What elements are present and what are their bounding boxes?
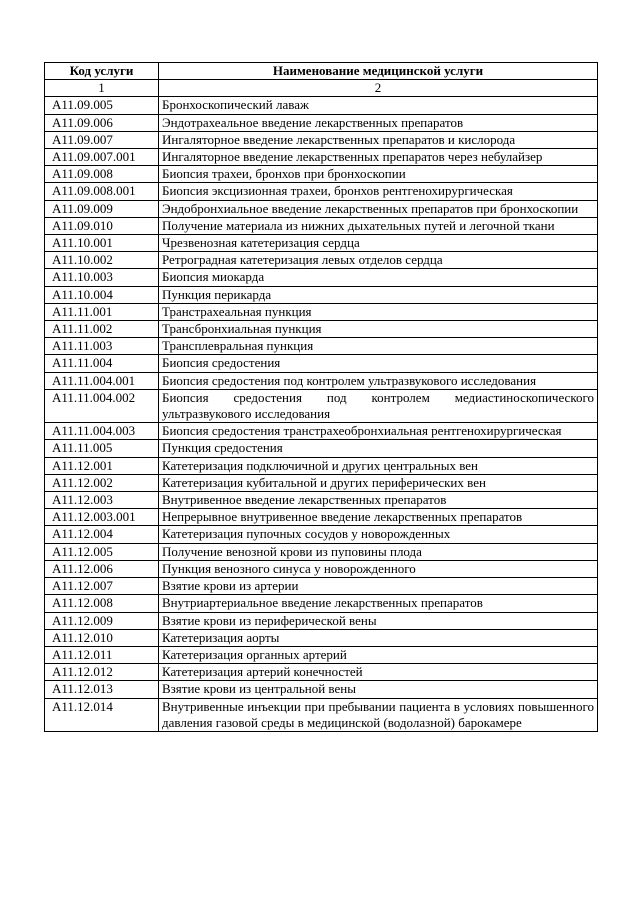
table-row <box>45 235 598 252</box>
service-code: A11.09.007.001 <box>45 149 159 166</box>
service-code: A11.09.008.001 <box>45 183 159 200</box>
table-row <box>45 321 598 338</box>
table-row <box>45 629 598 646</box>
service-code: A11.11.004.002 <box>45 389 159 422</box>
table-row <box>45 114 598 131</box>
table-row <box>45 252 598 269</box>
service-code: A11.12.003.001 <box>45 509 159 526</box>
service-name: Ингаляторное введение лекарственных препаратов через небулайзер <box>159 149 598 166</box>
service-code: A11.09.010 <box>45 217 159 234</box>
service-name: Катетеризация пупочных сосудов у новорожденных <box>159 526 598 543</box>
table-row <box>45 303 598 320</box>
service-name: Внутривенные инъекции при пребывании пациента в условиях повышенного давления газовой среды в медицинской (водолазной) барокамере <box>159 698 598 731</box>
table-row <box>45 595 598 612</box>
service-name: Получение материала из нижних дыхательных путей и легочной ткани <box>159 217 598 234</box>
service-code: A11.11.004 <box>45 355 159 372</box>
table-row <box>45 492 598 509</box>
service-code: A11.12.008 <box>45 595 159 612</box>
table-row <box>45 612 598 629</box>
column-number-row <box>45 80 598 97</box>
service-name: Транстрахеальная пункция <box>159 303 598 320</box>
table-row <box>45 543 598 560</box>
service-code: A11.10.001 <box>45 235 159 252</box>
service-name: Взятие крови из центральной вены <box>159 681 598 698</box>
table-row <box>45 681 598 698</box>
service-code: A11.12.009 <box>45 612 159 629</box>
service-code: A11.09.005 <box>45 97 159 114</box>
service-name: Внутривенное введение лекарственных препаратов <box>159 492 598 509</box>
service-code: A11.12.010 <box>45 629 159 646</box>
service-name: Взятие крови из периферической вены <box>159 612 598 629</box>
service-code: A11.09.006 <box>45 114 159 131</box>
service-code: A11.09.008 <box>45 166 159 183</box>
table-row <box>45 286 598 303</box>
service-name: Получение венозной крови из пуповины плода <box>159 543 598 560</box>
header-name: Наименование медицинской услуги <box>159 63 598 80</box>
service-code: A11.09.007 <box>45 131 159 148</box>
service-name: Биопсия средостения <box>159 355 598 372</box>
service-name: Взятие крови из артерии <box>159 578 598 595</box>
services-table <box>44 62 598 732</box>
service-code: A11.12.014 <box>45 698 159 731</box>
table-row <box>45 646 598 663</box>
table-row <box>45 457 598 474</box>
header-code: Код услуги <box>45 63 159 80</box>
service-code: A11.12.012 <box>45 664 159 681</box>
service-code: A11.10.002 <box>45 252 159 269</box>
service-name: Трансбронхиальная пункция <box>159 321 598 338</box>
service-name: Бронхоскопический лаваж <box>159 97 598 114</box>
table-row <box>45 423 598 440</box>
table-row <box>45 526 598 543</box>
service-code: A11.11.005 <box>45 440 159 457</box>
table-row <box>45 560 598 577</box>
column-number-1: 1 <box>45 80 159 97</box>
service-name: Биопсия эксцизионная трахеи, бронхов рентгенохирургическая <box>159 183 598 200</box>
column-number-2: 2 <box>159 80 598 97</box>
table-body <box>45 97 598 732</box>
table-row <box>45 200 598 217</box>
service-name: Эндотрахеальное введение лекарственных препаратов <box>159 114 598 131</box>
table-row <box>45 355 598 372</box>
service-name: Непрерывное внутривенное введение лекарственных препаратов <box>159 509 598 526</box>
service-code: A11.10.003 <box>45 269 159 286</box>
header-row <box>45 63 598 80</box>
service-code: A11.11.003 <box>45 338 159 355</box>
service-name: Ретроградная катетеризация левых отделов сердца <box>159 252 598 269</box>
service-code: A11.11.004.001 <box>45 372 159 389</box>
table-row <box>45 578 598 595</box>
service-code: A11.12.006 <box>45 560 159 577</box>
service-code: A11.12.002 <box>45 474 159 491</box>
table-row <box>45 372 598 389</box>
service-name: Пункция перикарда <box>159 286 598 303</box>
service-name: Биопсия средостения под контролем ультразвукового исследования <box>159 372 598 389</box>
table-row <box>45 149 598 166</box>
table-row <box>45 97 598 114</box>
service-name: Внутриартериальное введение лекарственных препаратов <box>159 595 598 612</box>
service-code: A11.12.011 <box>45 646 159 663</box>
service-code: A11.12.013 <box>45 681 159 698</box>
service-name: Катетеризация аорты <box>159 629 598 646</box>
service-name: Катетеризация органных артерий <box>159 646 598 663</box>
table-row <box>45 440 598 457</box>
service-name: Биопсия средостения под контролем медиастиноскопического ультразвукового исследования <box>159 389 598 422</box>
service-code: A11.12.003 <box>45 492 159 509</box>
table-row <box>45 474 598 491</box>
service-code: A11.11.001 <box>45 303 159 320</box>
table-row <box>45 698 598 731</box>
service-name: Катетеризация кубитальной и других периферических вен <box>159 474 598 491</box>
service-code: A11.09.009 <box>45 200 159 217</box>
table-row <box>45 269 598 286</box>
table-row <box>45 166 598 183</box>
service-name: Пункция венозного синуса у новорожденного <box>159 560 598 577</box>
service-code: A11.12.007 <box>45 578 159 595</box>
service-code: A11.10.004 <box>45 286 159 303</box>
service-name: Пункция средостения <box>159 440 598 457</box>
service-name: Ингаляторное введение лекарственных препаратов и кислорода <box>159 131 598 148</box>
service-code: A11.12.004 <box>45 526 159 543</box>
service-code: A11.11.004.003 <box>45 423 159 440</box>
service-name: Эндобронхиальное введение лекарственных препаратов при бронхоскопии <box>159 200 598 217</box>
service-name: Биопсия средостения транстрахеобронхиальная рентгенохирургическая <box>159 423 598 440</box>
service-name: Катетеризация артерий конечностей <box>159 664 598 681</box>
table-row <box>45 338 598 355</box>
table-row <box>45 389 598 422</box>
service-code: A11.12.005 <box>45 543 159 560</box>
service-name: Биопсия трахеи, бронхов при бронхоскопии <box>159 166 598 183</box>
table-row <box>45 217 598 234</box>
service-name: Катетеризация подключичной и других центральных вен <box>159 457 598 474</box>
table-row <box>45 131 598 148</box>
service-code: A11.12.001 <box>45 457 159 474</box>
table-row <box>45 664 598 681</box>
service-name: Биопсия миокарда <box>159 269 598 286</box>
table-row <box>45 509 598 526</box>
service-code: A11.11.002 <box>45 321 159 338</box>
table-row <box>45 183 598 200</box>
service-name: Чрезвенозная катетеризация сердца <box>159 235 598 252</box>
service-name: Трансплевральная пункция <box>159 338 598 355</box>
